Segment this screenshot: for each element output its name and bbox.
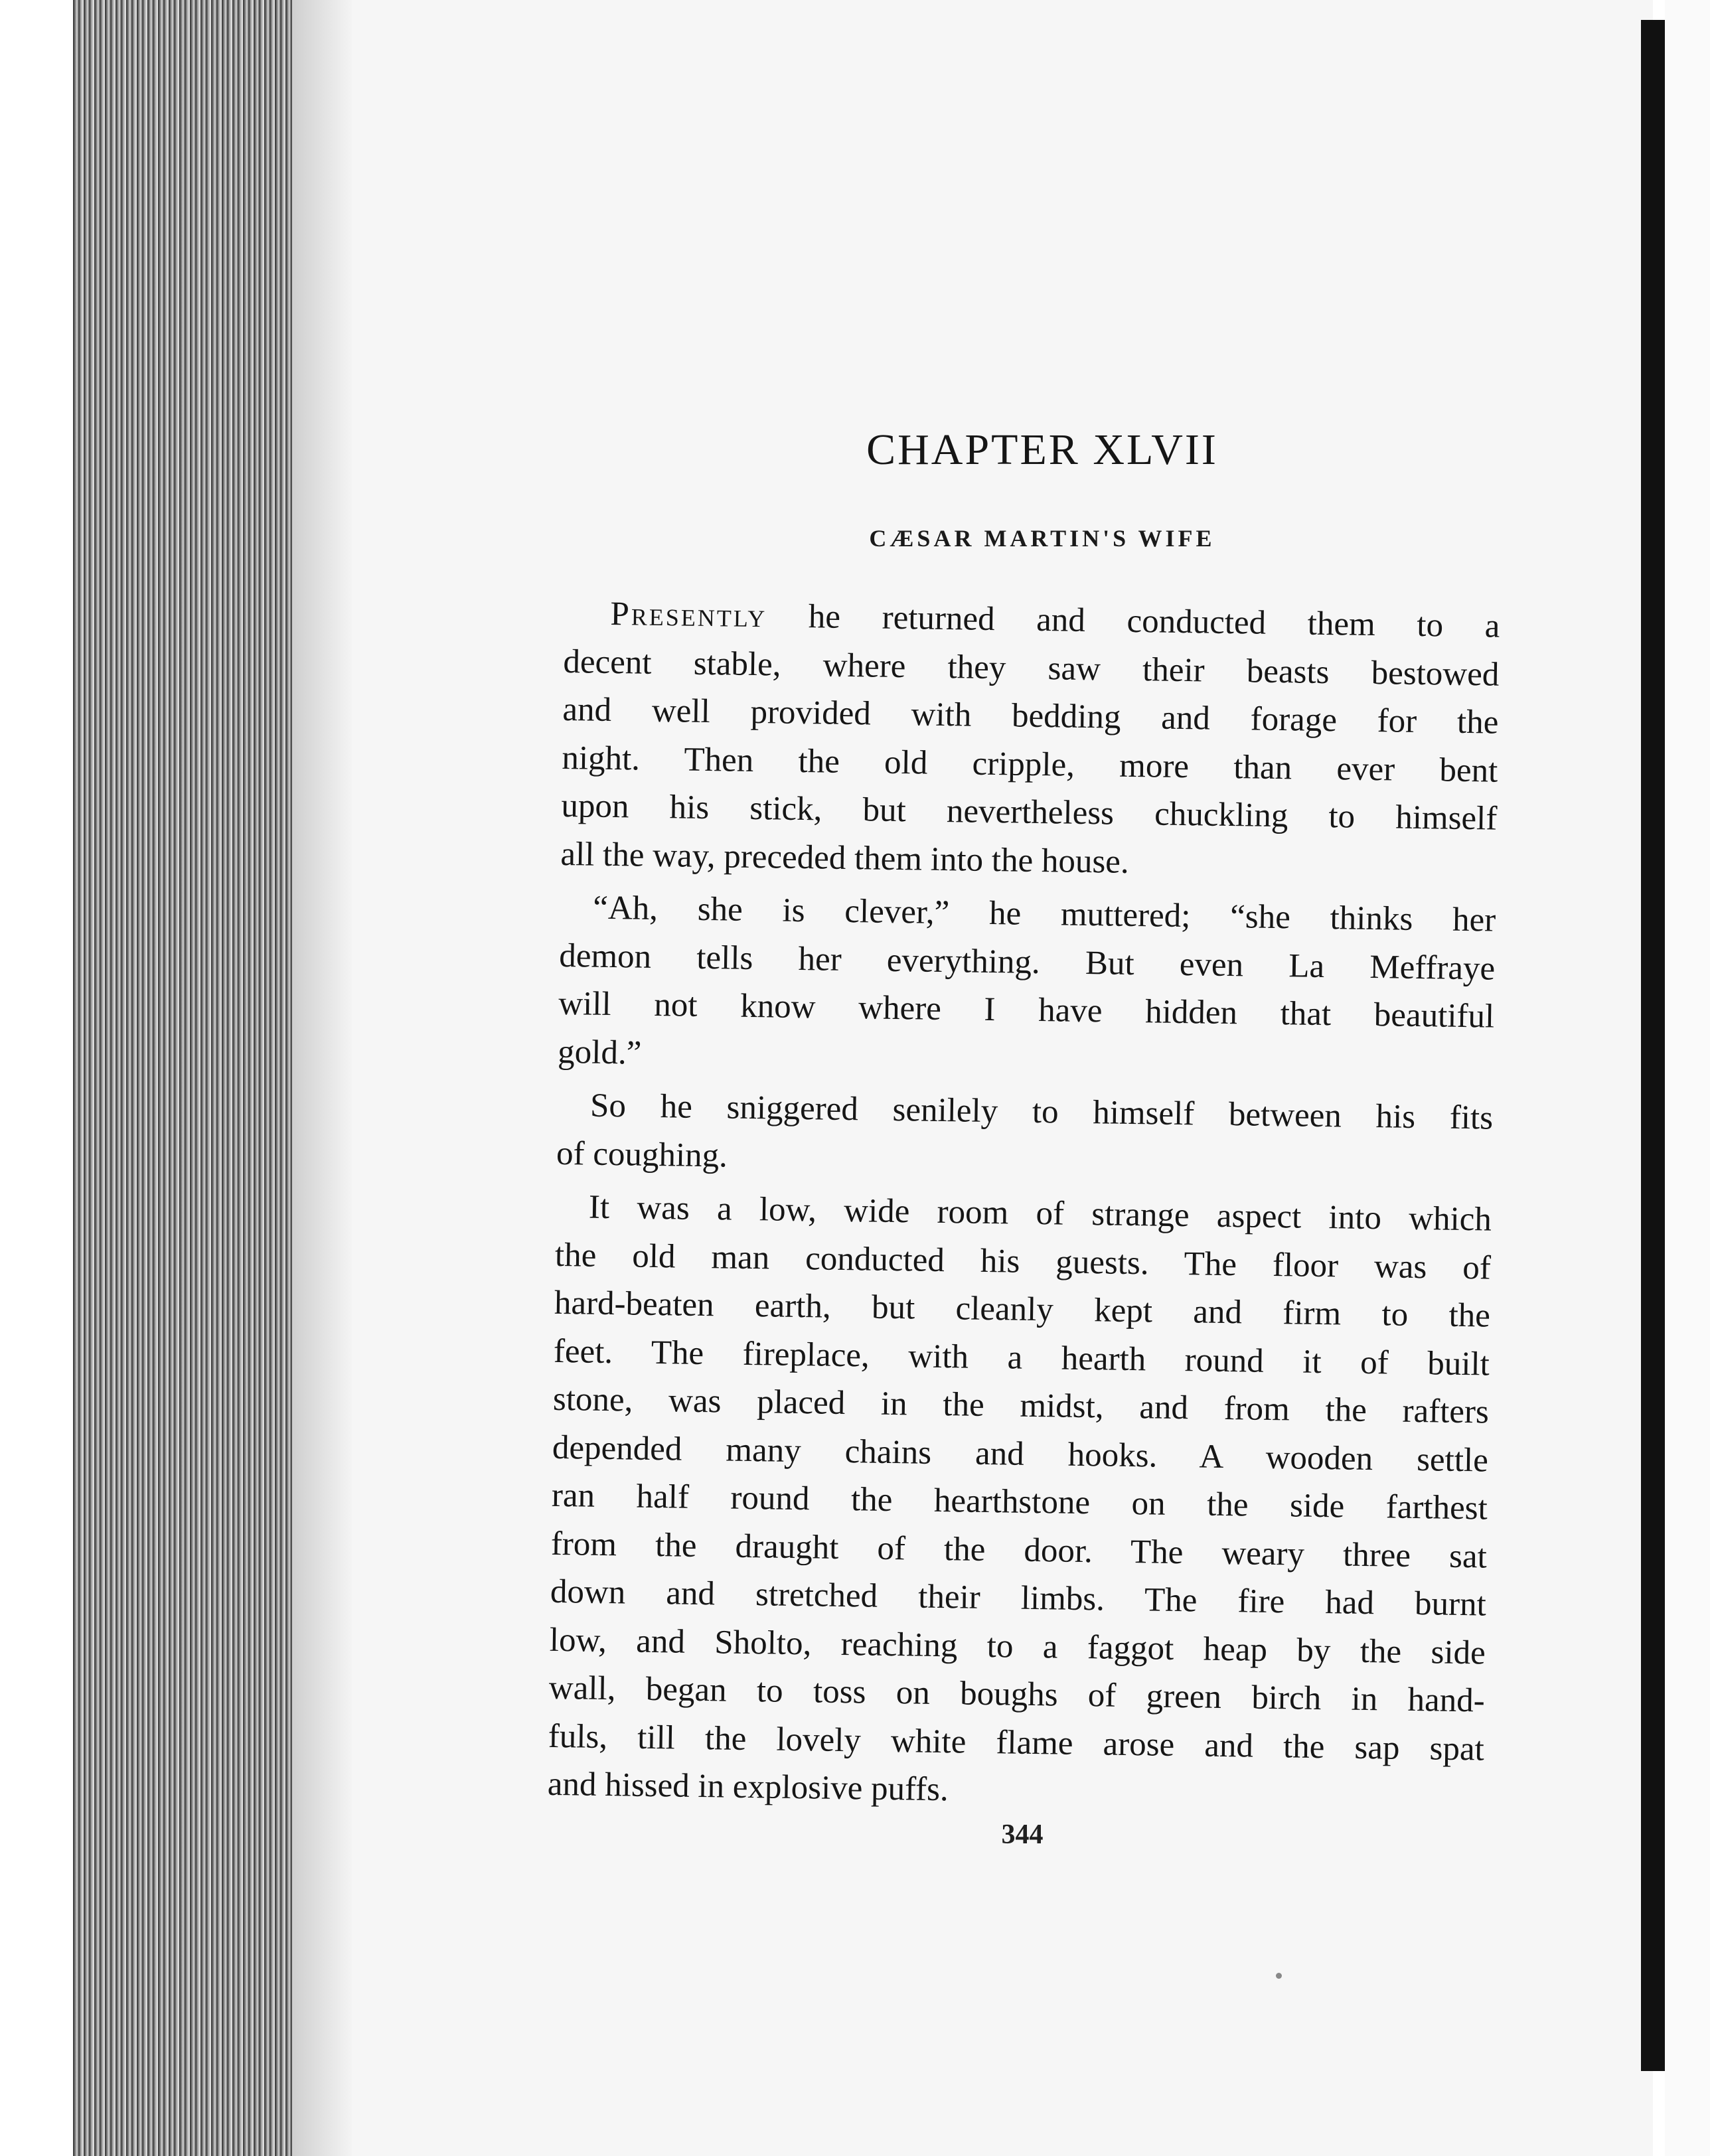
text-line: So he sniggered senilely to himself between his fits [589,1087,1494,1137]
text-line: feet. The fireplace, with a hearth round it of built [553,1332,1490,1383]
text-line: fuls, till the lovely white flame arose and the sap spat [548,1717,1485,1768]
text-line: upon his stick, but nevertheless chuckling to himself [561,787,1498,838]
text-line: wall, began to toss on boughs of green birch in hand- [548,1669,1486,1720]
text-line: hard-beaten earth, but cleanly kept and firm to the [554,1284,1491,1335]
text-line: night. Then the old cripple, more than ever bent [562,739,1498,790]
facing-page-edge [1665,0,1710,2156]
book-page-edges [73,0,352,2156]
text-line: depended many chains and hooks. A wooden settle [552,1428,1489,1480]
text-line: stone, was placed in the midst, and from the rafters [552,1380,1490,1431]
text-line: decent stable, where they saw their beasts bestowed [563,643,1500,694]
lead-word: Presently [610,595,767,635]
facing-page-border [1641,20,1665,2071]
text-line: gold.” [557,1033,642,1072]
text-line: ran half round the hearthstone on the side farthest [551,1476,1488,1527]
text-line-content: he returned and conducted them to a [766,597,1500,645]
text-line: all the way, preceded them into the house. [560,835,1130,881]
section-title: CÆSAR MARTIN'S WIFE [869,525,1215,552]
text-line: “Ah, she is clever,” he muttered; “she thinks her [592,889,1496,939]
chapter-body [547,589,1500,1821]
text-line: from the draught of the door. The weary three sat [550,1525,1488,1576]
page-number: 344 [1001,1819,1044,1850]
chapter-title: CHAPTER XLVII [866,425,1218,474]
text-line: down and stretched their limbs. The fire had burnt [550,1573,1487,1624]
paper-speck [1276,1973,1282,1979]
text-line: and hissed in explosive puffs. [547,1765,949,1809]
text-line: demon tells her everything. But even La Meffraye [558,937,1496,988]
text-line: the old man conducted his guests. The floor was of [554,1236,1492,1287]
text-line: will not know where I have hidden that beautiful [558,984,1495,1036]
text-line: and well provided with bedding and forage for the [562,690,1499,741]
text-line: It was a low, wide room of strange aspect into which [588,1188,1492,1239]
text-line: of coughing. [556,1134,728,1175]
text-line: low, and Sholto, reaching to a faggot heap by the side [549,1621,1486,1672]
